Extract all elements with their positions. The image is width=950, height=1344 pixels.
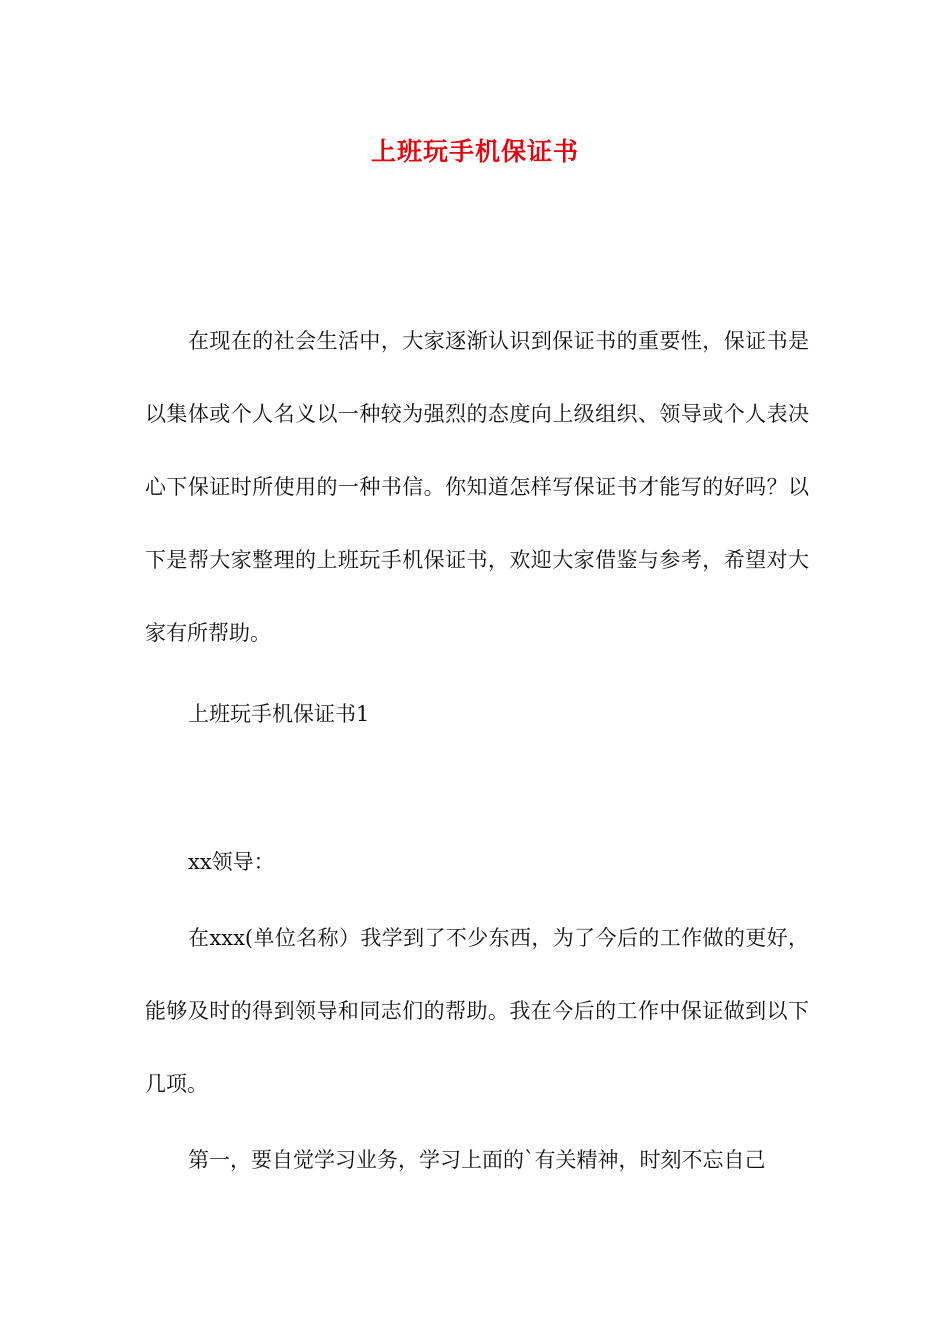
body-paragraph: 在xxx(单位名称）我学到了不少东西，为了今后的工作做的更好，能够及时的得到领导和同志们的帮助。我在今后的工作中保证做到以下几项。 <box>145 926 809 1096</box>
section-heading: 上班玩手机保证书1 <box>188 702 370 726</box>
intro-paragraph: 在现在的社会生活中，大家逐渐认识到保证书的重要性，保证书是以集体或个人名义以一种较为强烈的态度向上级组织、领导或个人表决心下保证时所使用的一种书信。你知道怎样写保证书才能写的好吗？以下是帮大家整理的上班玩手机保证书，欢迎大家借鉴与参考，希望对大家有所帮助。 <box>145 329 809 645</box>
document-title: 上班玩手机保证书 <box>370 137 579 166</box>
body-paragraph-continued: 第一，要自觉学习业务，学习上面的`有关精神，时刻不忘自己 <box>188 1148 766 1172</box>
salutation: xx领导： <box>188 850 275 874</box>
